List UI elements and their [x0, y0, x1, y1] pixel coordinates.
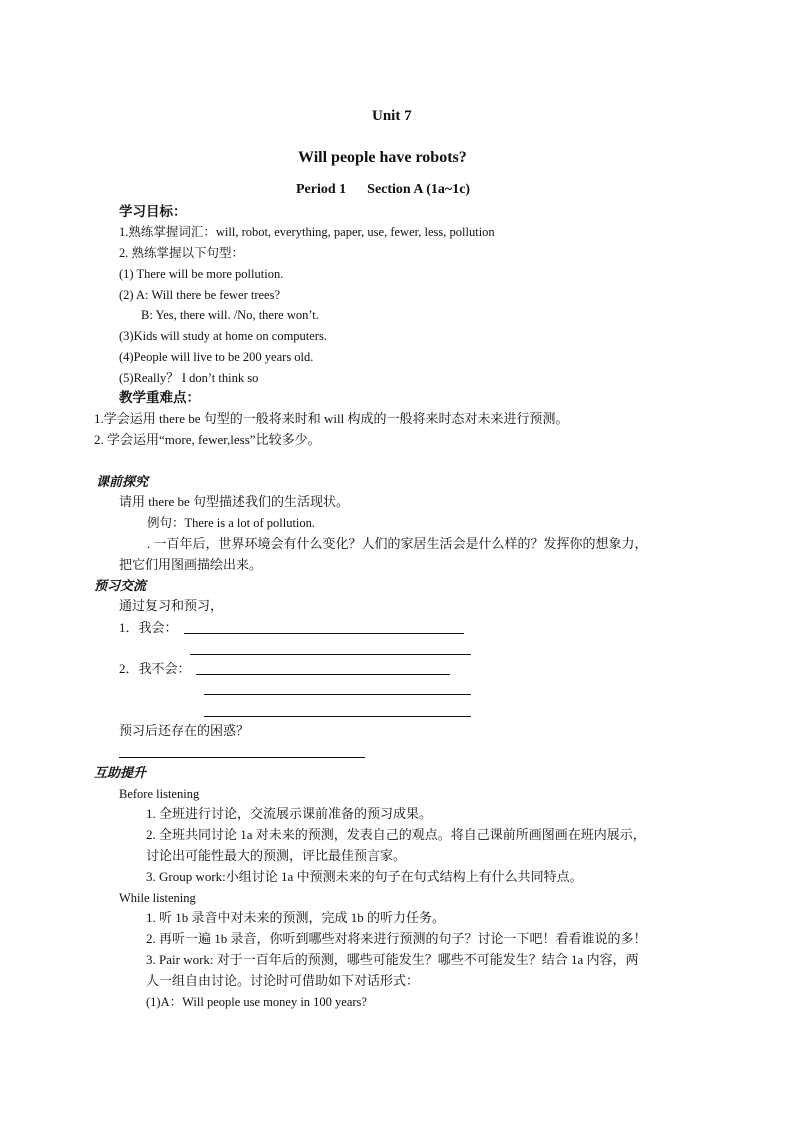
objective-vocabulary: 1.熟练掌握词汇：will, robot, everything, paper, use, fewer, less, pollution: [119, 225, 495, 239]
sentence-1: (1) There will be more pollution.: [119, 267, 284, 281]
key-points-heading: 教学重难点：: [119, 390, 200, 405]
dialogue-1: (1)A：Will people use money in 100 years?: [146, 995, 367, 1009]
pre-class-example: 例句：There is a lot of pollution.: [147, 516, 316, 530]
pre-class-draw: 把它们用图画描绘出来。: [119, 557, 263, 572]
before-listening: Before listening: [119, 787, 200, 801]
preview-cannot-label: 2．我不会：: [119, 661, 191, 676]
objective-sentences: 2. 熟练掌握以下句型：: [119, 246, 245, 260]
lesson-title: Will people have robots?: [298, 149, 467, 166]
sentence-2b: B: Yes, there will. /No, there won’t.: [141, 308, 319, 322]
answer-line: [196, 674, 450, 675]
answer-line: [204, 694, 471, 695]
while-item-3: 3. Pair work: 对于一百年后的预测，哪些可能发生？哪些不可能发生？结合 1a 内容，两: [146, 952, 639, 967]
sentence-2a: (2) A: Will there be fewer trees?: [119, 288, 280, 302]
preview-heading: 预习交流: [94, 578, 147, 593]
before-item-2-cont: 讨论出可能性最大的预测，评比最佳预言家。: [146, 848, 407, 863]
before-item-2: 2. 全班共同讨论 1a 对未来的预测，发表自己的观点。将自己课前所画图画在班内展示，: [146, 827, 646, 842]
key-point-2: 2. 学会运用“more, fewer,less”比较多少。: [94, 432, 321, 447]
pre-class-imagine: . 一百年后，世界环境会有什么变化？人们的家居生活会是什么样的？发挥你的想象力，: [147, 536, 648, 551]
answer-line: [204, 716, 471, 717]
preview-doubts: 预习后还存在的困惑？: [119, 723, 250, 738]
answer-line: [190, 654, 471, 655]
preview-can-label: 1．我会：: [119, 620, 178, 635]
unit-title: Unit 7: [372, 108, 412, 124]
answer-line: [184, 633, 464, 634]
period-subtitle: Period 1 Section A (1a~1c): [296, 182, 471, 197]
while-listening: While listening: [119, 891, 196, 905]
sentence-3: (3)Kids will study at home on computers.: [119, 329, 327, 343]
sentence-5: (5)Really？ I don’t think so: [119, 371, 259, 385]
pre-class-heading: 课前探究: [96, 474, 149, 489]
answer-line: [119, 757, 365, 758]
while-item-1: 1. 听 1b 录音中对未来的预测，完成 1b 的听力任务。: [146, 910, 446, 925]
while-item-2: 2. 再听一遍 1b 录音，你听到哪些对将来进行预测的句子？讨论一下吧！看看谁说的多！: [146, 931, 647, 946]
pre-class-task: 请用 there be 句型描述我们的生活现状。: [119, 494, 350, 509]
before-item-1: 1. 全班进行讨论，交流展示课前准备的预习成果。: [146, 806, 433, 821]
objectives-heading: 学习目标：: [119, 204, 187, 219]
key-point-1: 1.学会运用 there be 句型的一般将来时和 will 构成的一般将来时态对未来进行预测。: [94, 411, 569, 426]
sentence-4: (4)People will live to be 200 years old.: [119, 350, 314, 364]
while-item-3-cont: 人一组自由讨论。讨论时可借助如下对话形式：: [146, 973, 420, 988]
preview-intro: 通过复习和预习，: [119, 598, 224, 613]
mutual-heading: 互助提升: [94, 765, 147, 780]
before-item-3: 3. Group work:小组讨论 1a 中预测未来的句子在句式结构上有什么共同特点。: [146, 869, 583, 884]
